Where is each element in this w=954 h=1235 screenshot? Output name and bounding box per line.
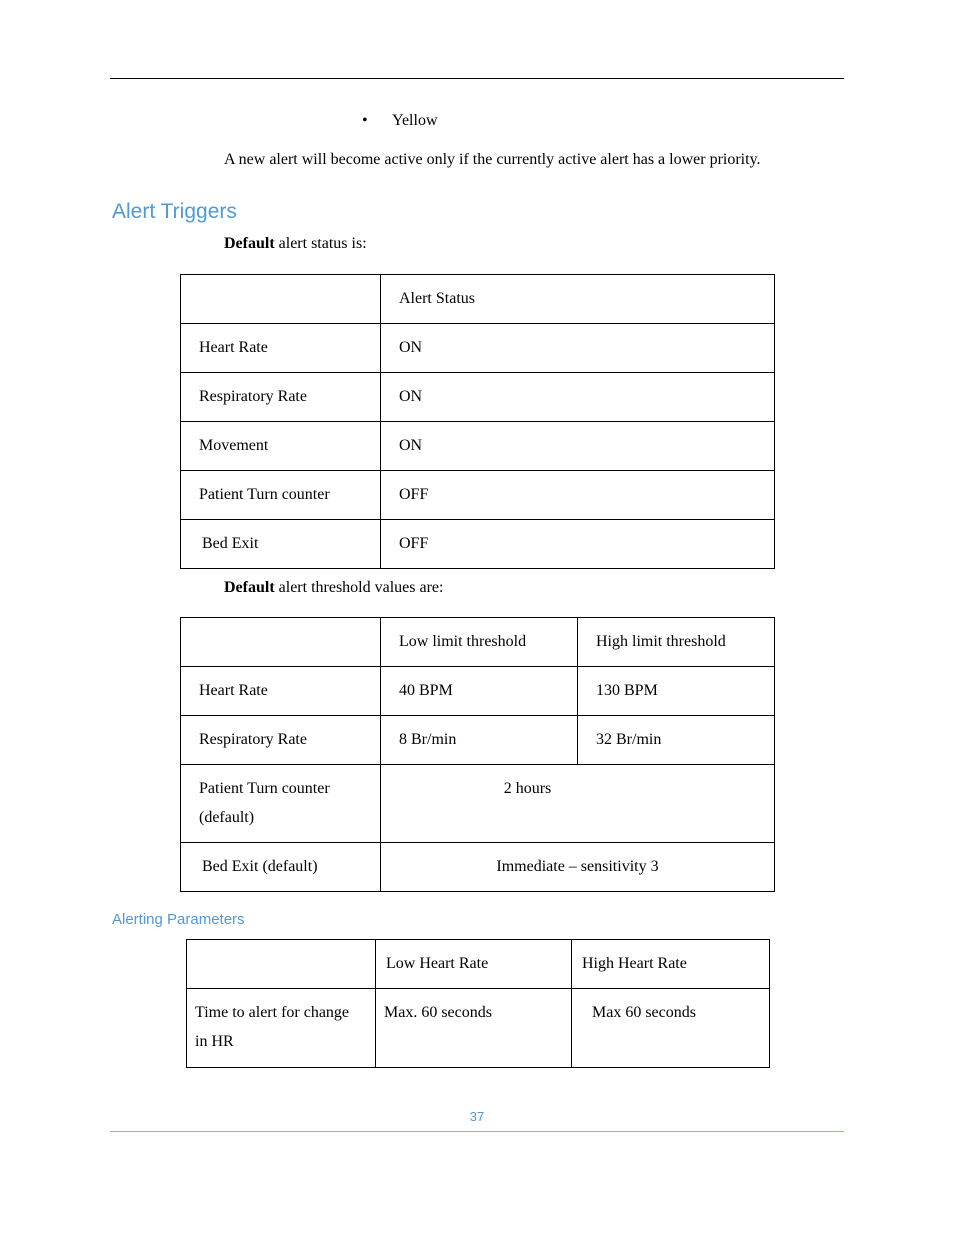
row-label-line: in HR: [195, 1033, 234, 1050]
status-intro-bold: Default: [224, 235, 275, 252]
table-cell: OFF: [381, 520, 775, 569]
threshold-intro-text: alert threshold values are:: [274, 579, 444, 596]
table-row: [181, 667, 775, 716]
table-cell: Movement: [181, 422, 381, 471]
header-rule: [110, 78, 844, 79]
bullet-icon: •: [362, 112, 368, 129]
threshold-intro: [224, 579, 443, 597]
row-label-line: (default): [199, 809, 255, 826]
bullet-item: [362, 112, 438, 130]
table-row: [187, 989, 770, 1068]
table-row: [181, 373, 775, 422]
table-cell: [181, 765, 381, 843]
column-header: High limit threshold: [596, 633, 726, 650]
table-header-row: [181, 275, 775, 324]
table-cell: Heart Rate: [181, 667, 381, 716]
alert-status-table: [180, 274, 775, 569]
table-cell: 130 BPM: [578, 667, 775, 716]
page-number: 37: [469, 1109, 485, 1124]
column-header: High Heart Rate: [582, 955, 687, 972]
table-cell: [187, 940, 376, 989]
table-cell: [181, 275, 381, 324]
alert-threshold-table: [180, 617, 775, 892]
table-row: [181, 422, 775, 471]
table-header-row: [187, 940, 770, 989]
alerting-parameters-table: [186, 939, 770, 1068]
status-intro-text: alert status is:: [274, 235, 367, 252]
merged-cell: 2 hours: [381, 765, 775, 843]
table-cell: 8 Br/min: [381, 716, 578, 765]
table-cell: [376, 940, 572, 989]
table-cell: [572, 940, 770, 989]
table-cell: Patient Turn counter: [181, 471, 381, 520]
column-header: Alert Status: [399, 290, 475, 307]
table-cell: 40 BPM: [381, 667, 578, 716]
table-cell: [181, 618, 381, 667]
table-cell: [381, 618, 578, 667]
row-label-line: Patient Turn counter: [199, 780, 330, 797]
subsection-heading: Alerting Parameters: [112, 911, 245, 928]
table-cell: Heart Rate: [181, 324, 381, 373]
table-cell: [381, 275, 775, 324]
table-row: [181, 520, 775, 569]
table-cell: Max. 60 seconds: [376, 989, 572, 1068]
table-cell: Max 60 seconds: [572, 989, 770, 1068]
status-intro: [224, 235, 367, 253]
table-cell: ON: [381, 324, 775, 373]
table-cell: ON: [381, 422, 775, 471]
table-cell: Bed Exit: [181, 520, 381, 569]
table-cell: [578, 618, 775, 667]
table-cell: OFF: [381, 471, 775, 520]
column-header: Low Heart Rate: [386, 955, 489, 972]
table-cell: Respiratory Rate: [181, 716, 381, 765]
bullet-text: Yellow: [392, 112, 438, 129]
table-row: [181, 716, 775, 765]
table-row: [181, 324, 775, 373]
table-cell: [187, 989, 376, 1068]
column-header: Low limit threshold: [399, 633, 527, 650]
merged-cell: Immediate – sensitivity 3: [381, 843, 775, 892]
row-label-line: Time to alert for change: [195, 1004, 350, 1021]
table-row: [181, 471, 775, 520]
table-row: [181, 765, 775, 843]
footer-rule: [110, 1131, 844, 1132]
section-heading: Alert Triggers: [112, 200, 237, 223]
table-cell: ON: [381, 373, 775, 422]
threshold-intro-bold: Default: [224, 579, 275, 596]
table-cell: Bed Exit (default): [181, 843, 381, 892]
table-row: [181, 843, 775, 892]
table-cell: Respiratory Rate: [181, 373, 381, 422]
body-paragraph: A new alert will become active only if the currently active alert has a lower priority.: [224, 151, 761, 168]
table-header-row: [181, 618, 775, 667]
table-cell: 32 Br/min: [578, 716, 775, 765]
